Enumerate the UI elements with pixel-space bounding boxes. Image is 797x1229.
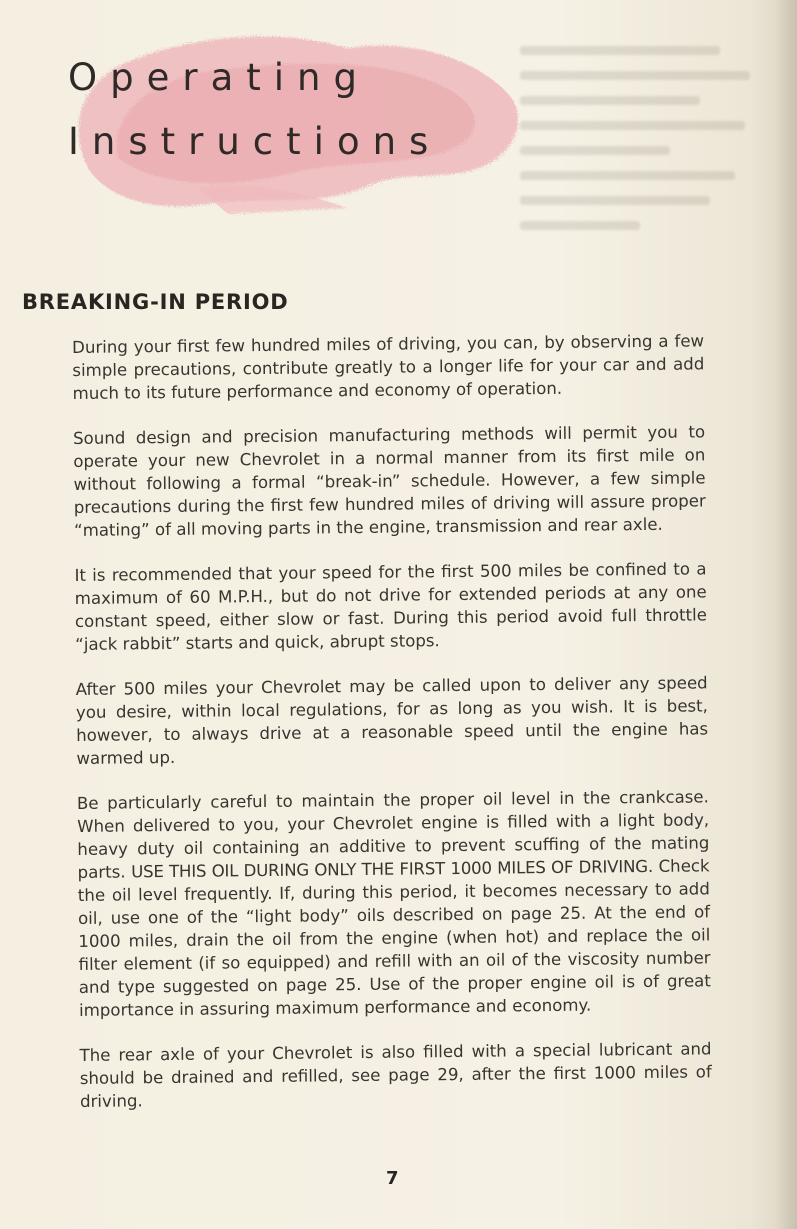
paragraph-speed: It is recommended that your speed for the first 500 miles be confined to a maximum of 60 M.P.H., but do not drive for extended periods at any one constant speed, either slow or fast. During this period avoid full throttle “jack rabbit” starts and quick, abrupt stops. [74, 559, 708, 654]
oil-text-b: Check the oil level frequently. If, during this period, it becomes necessary to add oil, use one of the “light body” oils described on page 25. At the end of 1000 miles, drain the oil from the engine (when hot) and replace the oil filter element (if so equipped) and refill with an oil of the viscosity number and type suggested on page 25. Use of the proper engine oil is of great importance in assuring maximum performance and economy. [77, 856, 711, 1020]
body-text [72, 329, 712, 1135]
page-title-line-1: Operating [68, 56, 370, 99]
oil-warning-caps: USE THIS OIL DURING ONLY THE FIRST 1000 MILES OF DRIVING. [131, 856, 654, 882]
paragraph-design: Sound design and precision manufacturing methods will permit you to operate your new Chevrolet in a normal manner from its first mile on without following a formal “break-in” schedule. However, a few simple precautions during the first few hundred miles of driving will assure proper “mating” of all moving parts in the engine, transmission and rear axle. [72, 422, 706, 540]
paragraph-oil [77, 785, 711, 1022]
page-title-line-2: Instructions [68, 120, 442, 163]
pink-paint-splash [48, 18, 528, 218]
oil-text-a: Be particularly careful to maintain the proper oil level in the crankcase. When delivered to you, your Chevrolet engine is filled with a light body, heavy duty oil containing an additive to prevent scuffing of the mating parts. [76, 787, 710, 882]
page-binding-shadow [775, 0, 797, 1229]
show-through-bleed [520, 30, 770, 290]
paragraph-after-500: After 500 miles your Chevrolet may be called upon to deliver any speed you desire, within local regulations, for as long as you wish. It is best, however, to always drive at a reasonable speed until the engine has warmed up. [75, 673, 709, 768]
paragraph-rear-axle: The rear axle of your Chevrolet is also filled with a special lubricant and should be drained and refilled, see page 29, after the first 1000 miles of driving. [79, 1039, 712, 1111]
paragraph-intro: During your first few hundred miles of driving, you can, by observing a few simple precautions, contribute greatly to a longer life for your car and add much to its future performance and economy of operation. [72, 331, 705, 403]
page-number: 7 [386, 1168, 399, 1189]
section-heading: BREAKING-IN PERIOD [22, 290, 289, 314]
